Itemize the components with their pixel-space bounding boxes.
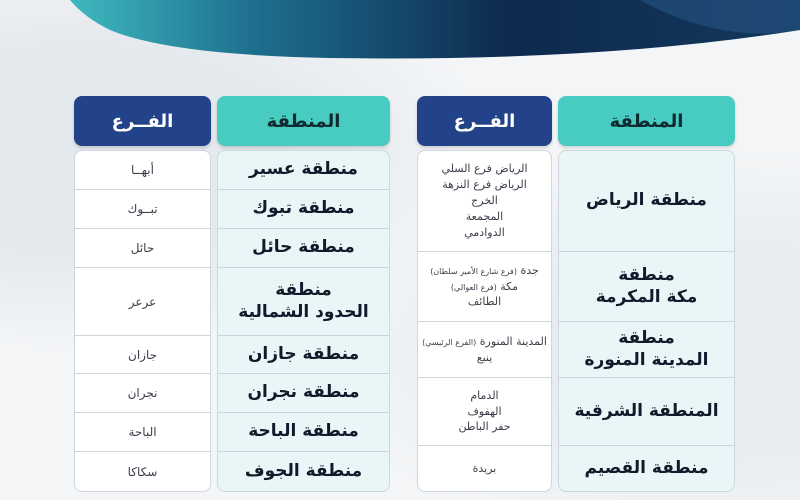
top-banner [0, 0, 800, 78]
table-cell [218, 268, 389, 336]
branch-line [430, 263, 539, 279]
table-cell: جازان [75, 336, 210, 374]
branch-name: ينبع [476, 350, 493, 364]
table-cell [418, 322, 551, 378]
table-cell: منطقة حائل [218, 229, 389, 268]
branch-note: (فرع العوالي) [450, 282, 497, 292]
branch-line: الرياض فرع السلي [441, 162, 528, 176]
right-region-table [417, 96, 735, 492]
table-cell [559, 252, 734, 322]
branch-column [74, 150, 211, 492]
branch-header: الفــرع [417, 96, 552, 146]
region-line: مكة المكرمة [595, 286, 698, 307]
table-cell: حائل [75, 229, 210, 268]
table-cell: منطقة جازان [218, 336, 389, 374]
branch-line: الخرج [471, 194, 498, 208]
region-header: المنطقة [217, 96, 390, 146]
table-cell: بريدة [472, 462, 497, 475]
branch-name: مكة [500, 279, 519, 293]
table-cell [418, 252, 551, 322]
table-cell: أبهــا [75, 151, 210, 190]
region-column [558, 150, 735, 492]
table-cell: نجران [75, 374, 210, 413]
branch-note: (الفرع الرئيسي) [422, 337, 477, 347]
branch-line [477, 350, 493, 366]
table-cell: منطقة نجران [218, 374, 389, 413]
branch-line: حفر الباطن [458, 420, 511, 434]
region-header: المنطقة [558, 96, 735, 146]
table-cell: منطقة الباحة [218, 413, 389, 452]
branch-line [422, 334, 547, 350]
branch-name: المدينة المنورة [479, 334, 547, 348]
table-cell: عرعر [75, 268, 210, 336]
branch-line: الرياض فرع النزهة [442, 178, 527, 192]
table-cell: منطقة القصيم [584, 457, 709, 478]
table-cell: منطقة عسير [218, 151, 389, 190]
table-cell: منطقة الجوف [244, 460, 363, 481]
region-line: المدينة المنورة [584, 349, 709, 370]
table-cell: المنطقة الشرقية [559, 378, 734, 446]
branch-column [417, 150, 552, 492]
region-column [217, 150, 390, 492]
branch-header: الفــرع [74, 96, 211, 146]
table-cell [418, 378, 551, 446]
branch-note: (فرع شارع الأمير سلطان) [430, 266, 517, 276]
branch-name: جدة [520, 263, 539, 277]
left-region-table [74, 96, 390, 492]
region-line: منطقة [618, 265, 675, 286]
branch-line: الدوادمي [464, 225, 505, 239]
table-cell: تبــوك [75, 190, 210, 229]
branch-line [451, 279, 518, 295]
table-cell: منطقة الرياض [559, 151, 734, 252]
table-cell [559, 322, 734, 378]
table-cell: منطقة تبوك [218, 190, 389, 229]
table-cell [418, 151, 551, 252]
region-line: منطقة [618, 328, 675, 349]
table-cell: الباحة [75, 413, 210, 452]
region-line: منطقة [275, 280, 332, 301]
branch-line: الدمام [470, 388, 499, 402]
table-cell: سكاكا [127, 464, 158, 479]
branch-line [468, 294, 501, 310]
branch-line: الهفوف [467, 404, 502, 418]
branch-line: المجمعة [465, 209, 504, 223]
region-line: الحدود الشمالية [238, 301, 369, 322]
branch-name: الطائف [467, 295, 502, 309]
